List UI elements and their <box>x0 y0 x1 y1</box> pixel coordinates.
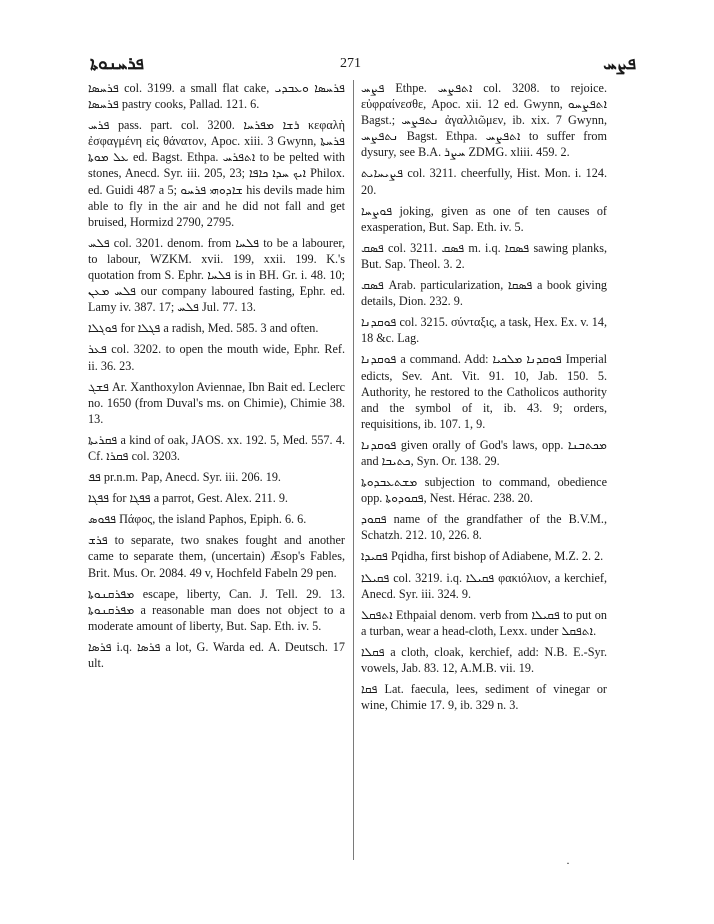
dictionary-entry: ܦܨܝܚܐܝܬ col. 3211. cheerfully, Hist. Mon. i. 124. 20. <box>361 166 607 197</box>
signature-mark: · <box>566 856 570 870</box>
dictionary-entry: ܦܣܩ Arab. particularization, ܦܣܩܐ a book giving details, Dion. 232. 9. <box>361 278 608 309</box>
right-running-head: ܦܨܚ <box>603 54 636 73</box>
dictionary-entry: ܦܨܚ Ethpe. ܐܬܦܨܚ col. 3208. to rejoice. εὐφραίνεσθε, Apoc. xii. 12 ed. Gwynn, ܐܬܦܨܚܘ Bagst.; ܢܬܦܨܚ ἀγαλλιῶμεν, ib. xix. 7 Gwynn, ܢܬܦܨܚ Bagst. Ethpa. ܐܬܦܨܚ to suffer from dysury, see B.A. ܚܨܪ ZDMG. xliii. 459. 2. <box>361 81 607 160</box>
dictionary-entry: ܦܘܓܠܐ for ܦܓܠܐ a radish, Med. 585. 3 and often. <box>88 321 319 336</box>
dictionary-entry: ܦܘܩܕܢܐ a command. Add: ܦܘܩܕܢܐ ܡܠܟܝܐ Imperial edicts, Sev. Ant. Vit. 91. 10, Jab. 150. 5. Authority, he restored to the Catholicos authority and the symbol of it, ib. 43. 9; orders, requisitions, ib. 107. 1, 9. <box>361 352 607 431</box>
dictionary-entry: ܦܩܐ Lat. faecula, lees, sediment of vinegar or wine, Chimie 17. 9, ib. 329 n. 3. <box>361 682 607 713</box>
dictionary-entry: ܦܩܠܐ a cloth, cloak, kerchief, add: N.B. E.-Syr. vowels, Jab. 83. 12, A.M.B. vii. 19. <box>361 644 607 675</box>
left-running-head: ܦܪܚܢܘܬܐ <box>90 54 144 73</box>
dictionary-entry: ܦܠܚ col. 3201. denom. from ܦܠܚܐ to be a labourer, to labour, WZKM. xvii. 199, xxii. 199. K.'s quotation from S. Ephr. ܦܠܚܐ is in BH. Gr. i. 48. 10; ܦܠܚ ܡܥܢ our company laboured fasting, Ephr. ed. Lamy iv. 387. 17; ܦܠܚ Jul. 77. 13. <box>88 235 345 315</box>
dictionary-entry: ܦܩܝܕܐ Pqidha, first bishop of Adiabene, M.Z. 2. 2. <box>361 549 604 564</box>
right-column <box>361 80 607 718</box>
page-number: 271 <box>340 56 361 71</box>
dictionary-entry: ܦܪܣܐ i.q. ܦܪܣܐ a lot, G. Warda ed. A. Deutsch. 17 ult. <box>88 639 345 670</box>
dictionary-entry: ܦܩܪܝܬܐ a kind of oak, JAOS. xx. 192. 5, Med. 557. 4. Cf. ܦܩܪܐ col. 3203. <box>88 432 345 463</box>
dictionary-entry: ܦܘܨܚܐ joking, given as one of ten causes of exasperation, But. Sap. Eth. iv. 5. <box>361 203 607 234</box>
dictionary-entry: ܦܦܓܐ for ܦܦܓܐ a parrot, Gest. Alex. 211. 9. <box>88 491 288 506</box>
dictionary-entry: ܦܫܓ Ar. Xanthoxylon Aviennae, Ibn Bait ed. Leclerc no. 1650 (from Duval's ms. on Chimie), Chimie 38. 13. <box>88 379 345 426</box>
dictionary-entry: ܦܥܪ col. 3202. to open the mouth wide, Ephr. Ref. ii. 36. 23. <box>88 342 345 373</box>
page-header <box>90 54 636 78</box>
dictionary-entry: ܦܣܩ col. 3211. ܦܣܩ m. i.q. ܦܣܩܐ sawing planks, But. Sap. Theol. 3. 2. <box>361 240 607 271</box>
dictionary-entry: ܡܦܪܩܢܘܬܐ escape, liberty, Can. J. Tell. 29. 13. ܡܦܪܩܢܘܬܐ a reasonable man does not object to a moderate amount of liberty, But. Sap. Eth. iv. 5. <box>88 586 345 633</box>
dictionary-entry: ܦܦܘܣ Πάφος, the island Paphos, Epiph. 6. 6. <box>88 512 307 527</box>
dictionary-entry: ܦܘܩܕܢܐ col. 3215. σύνταξις, a task, Hex. Ex. v. 14, 18 &c. Lag. <box>361 315 607 346</box>
dictionary-entry: ܦܘܩܕܢܐ given orally of God's laws, opp. ܡܟܬܒܢܐ and ܟܬܝܒܐ, Syn. Or. 138. 29. <box>361 437 607 468</box>
dictionary-entry: ܦܪܚܣܐ col. 3199. a small flat cake, ܦܪܚܣܐ ܘܥܒܕܝ ܦܪܚܣܐ pastry cooks, Pallad. 121. 6. <box>88 81 346 112</box>
dictionary-entry: ܡܫܬܥܒܕܘܬܐ subjection to command, obedience opp. ܦܩܘܕܘܬܐ, Nest. Hérac. 238. 20. <box>361 475 607 506</box>
dictionary-entry: ܐܬܦܩܠ Ethpaial denom. verb from ܦܩܝܠܐ to put on a turban, wear a head-cloth, Lexx. under ܐܬܦܩܠ. <box>361 607 607 638</box>
column-divider <box>353 80 354 860</box>
left-column <box>88 80 345 676</box>
dictionary-entry: ܦܩܘܕ name of the grandfather of the B.V.M., Schatzh. 212. 10, 226. 8. <box>361 512 607 543</box>
dictionary-entry: ܦܩܝܠܐ col. 3219. i.q. ܦܩܝܠܐ φακιόλιον, a kerchief, Anecd. Syr. iii. 324. 9. <box>361 570 607 601</box>
dictionary-entry: ܦܦ pr.n.m. Pap, Anecd. Syr. iii. 206. 19. <box>88 470 281 485</box>
dictionary-entry: ܦܪܚ pass. part. col. 3200. ܪܫܐ ܡܦܪܚܐ κεφαλὴ ἐσφαγμένη εἰς θάνατον, Apoc. xiii. 3 Gwynn, ܦܪܚܬܐ ܥܠ ܡܘܬܐ ed. Bagst. Ethpa. ܐܬܦܪܚ to be pelted with stones, Anecd. Syr. iii. 205, 23; ܐܝܟ ܚܕܐ ܟܐܦܐ Philox. ed. Guidi 487 a 5; ܫܐܕܘܗܝ ܦܪܚܘ his devils made him able to fly in the air and he did not fall and get bruised, Hormizd 2790, 2795. <box>88 118 346 229</box>
dictionary-entry: ܦܪܫ to separate, two snakes fought and another came to separate them, (uncertain) Æsop's Fables, Brit. Mus. Or. 2084. 49 v, Hochfeld Fabeln 29 pen. <box>88 533 345 580</box>
